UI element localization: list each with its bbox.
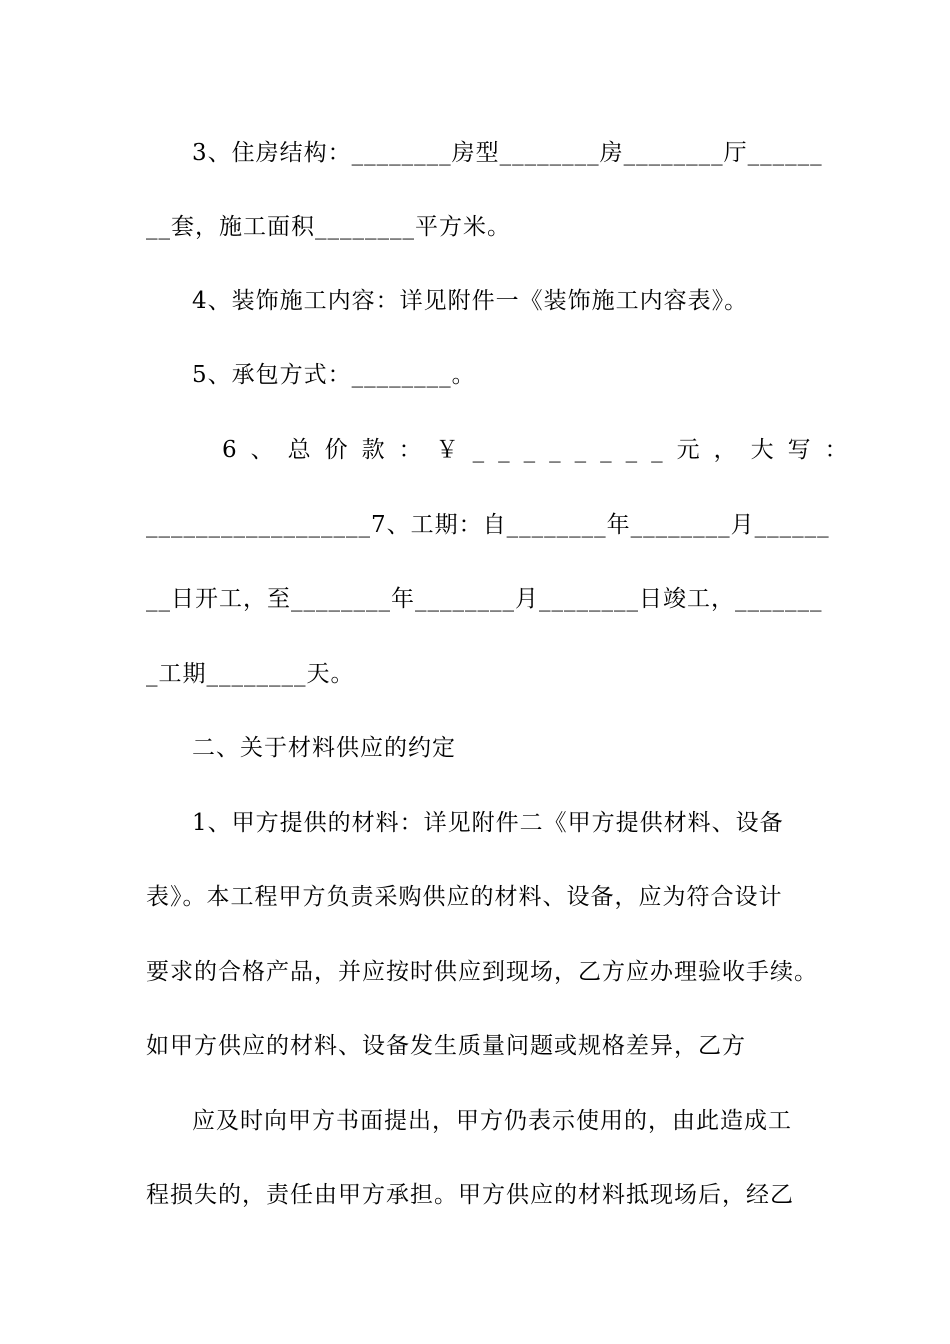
clause-3-continuation: __套，施工面积________平方米。 [146, 214, 511, 240]
clause-5-contract-method: 5、承包方式：________。 [192, 362, 476, 388]
section-2-item-1-line-4: 如甲方供应的材料、设备发生质量问题或规格差异，乙方 [146, 1033, 746, 1059]
section-2-heading: 二、关于材料供应的约定 [192, 735, 456, 761]
clause-6-total-price: 6、总价款：￥________元，大写： [222, 437, 862, 463]
section-2-item-1-line-6: 程损失的，责任由甲方承担。甲方供应的材料抵现场后，经乙 [146, 1182, 794, 1208]
clause-3-housing-structure: 3、住房结构：________房型________房________厅______ [192, 140, 823, 166]
section-2-item-1: 1、甲方提供的材料：详见附件二《甲方提供材料、设备 [192, 810, 784, 836]
section-2-item-1-line-5: 应及时向甲方书面提出，甲方仍表示使用的，由此造成工 [192, 1108, 792, 1134]
clause-7-continuation: __日开工，至________年________月________日竣工，_______ [146, 586, 823, 612]
clause-4-decoration-content: 4、装饰施工内容：详见附件一《装饰施工内容表》。 [192, 288, 749, 314]
section-2-item-1-line-2: 表》。本工程甲方负责采购供应的材料、设备，应为符合设计 [146, 884, 783, 910]
clause-7-duration: _工期________天。 [146, 661, 355, 687]
section-2-item-1-line-3: 要求的合格产品，并应按时供应到现场，乙方应办理验收手续。 [146, 959, 818, 985]
clause-7-construction-period: __________________7、工期：自________年________月______ [146, 512, 830, 538]
